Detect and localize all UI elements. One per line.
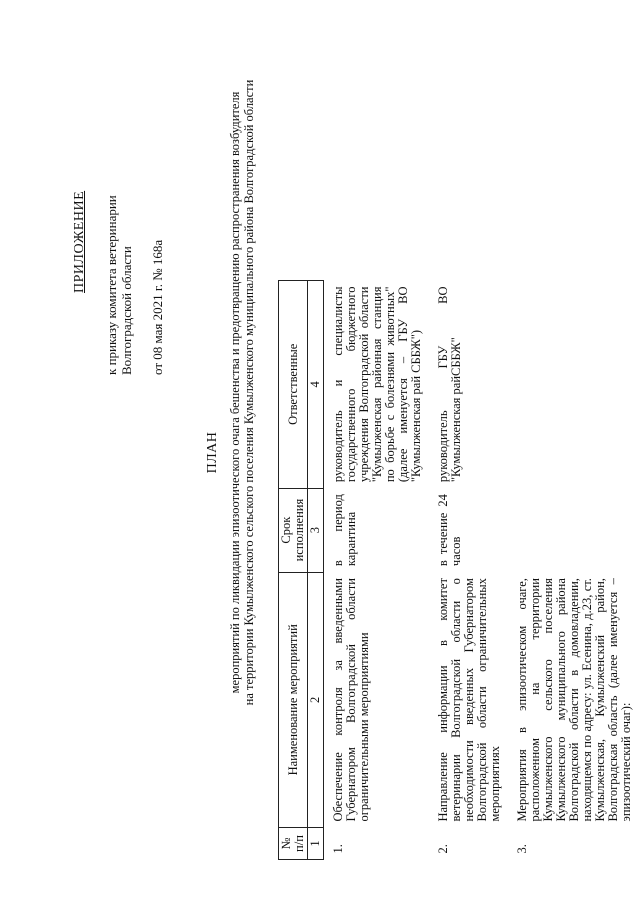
- row-deadline: [508, 488, 639, 572]
- column-number: 3: [308, 488, 324, 572]
- appendix-region-line: Волгоградской области: [119, 246, 134, 375]
- plan-subtitle-line-2: на территории Кумылженского сельского поселения Кумылженского муниципального района Волгоградской области: [242, 79, 256, 706]
- row-responsible: руководитель и специалисты государственного бюджетного учреждения Волгоградской области "Кумылженская районная станция по борьбе с болезнями животных" (далее именуется – ГБУ ВО "Кумылженская рай СББЖ"): [331, 286, 423, 483]
- row-activity: Направление информации в комитет ветеринарии Волгоградской области о необходимости введенных Губернатором Волгоградской области ограничительных мероприятиях: [436, 578, 502, 822]
- column-number: 2: [308, 572, 324, 827]
- table-row: [429, 281, 508, 860]
- row-responsible: [508, 281, 639, 489]
- row-number: 1.: [331, 844, 345, 854]
- column-number: 1: [308, 828, 324, 860]
- table-header-row: [279, 281, 308, 860]
- header-number: № п/п: [279, 828, 308, 860]
- row-deadline: в течение 24 часов: [436, 494, 463, 567]
- column-number-row: [308, 281, 324, 860]
- table-row: [508, 281, 639, 860]
- appendix-heading: ПРИЛОЖЕНИЕ: [72, 190, 87, 293]
- plan-title: ПЛАН: [205, 431, 220, 474]
- row-activity: Обеспечение контроля за введенными Губернатором Волгоградской области ограничительными мероприятиями: [331, 578, 371, 822]
- header-activity: Наименование мероприятий: [279, 572, 308, 827]
- header-responsible: Ответственные: [279, 281, 308, 489]
- header-deadline: Срок исполнения: [279, 488, 308, 572]
- appendix-order-line: к приказу комитета ветеринарии: [104, 195, 119, 375]
- plan-subtitle-line-1: мероприятий по ликвидации эпизоотического очага бешенства и предотвращению распространения возбудителя: [228, 91, 242, 694]
- row-number: 3.: [515, 844, 529, 854]
- row-activity: Мероприятия в эпизоотическом очаге, расположенном на территории Кумылженского сельского поселения Кумылженского муниципального района Волгоградской области в домовладении, находящемся по адресу: ул. Есенина, д.23, ст. Кумылженская, Кумылженский район, Волгоградская область (далее именуется – эпизоотический очаг):: [515, 578, 633, 822]
- row-number: 2.: [436, 844, 450, 854]
- row-deadline: в период карантина: [331, 494, 358, 567]
- row-responsible: руководитель ГБУ ВО "Кумылженская райСББЖ": [436, 286, 463, 483]
- appendix-date-line: от 08 мая 2021 г. № 168а: [150, 239, 165, 375]
- plan-table: [278, 280, 639, 860]
- column-number: 4: [308, 281, 324, 489]
- table-row: [324, 281, 430, 860]
